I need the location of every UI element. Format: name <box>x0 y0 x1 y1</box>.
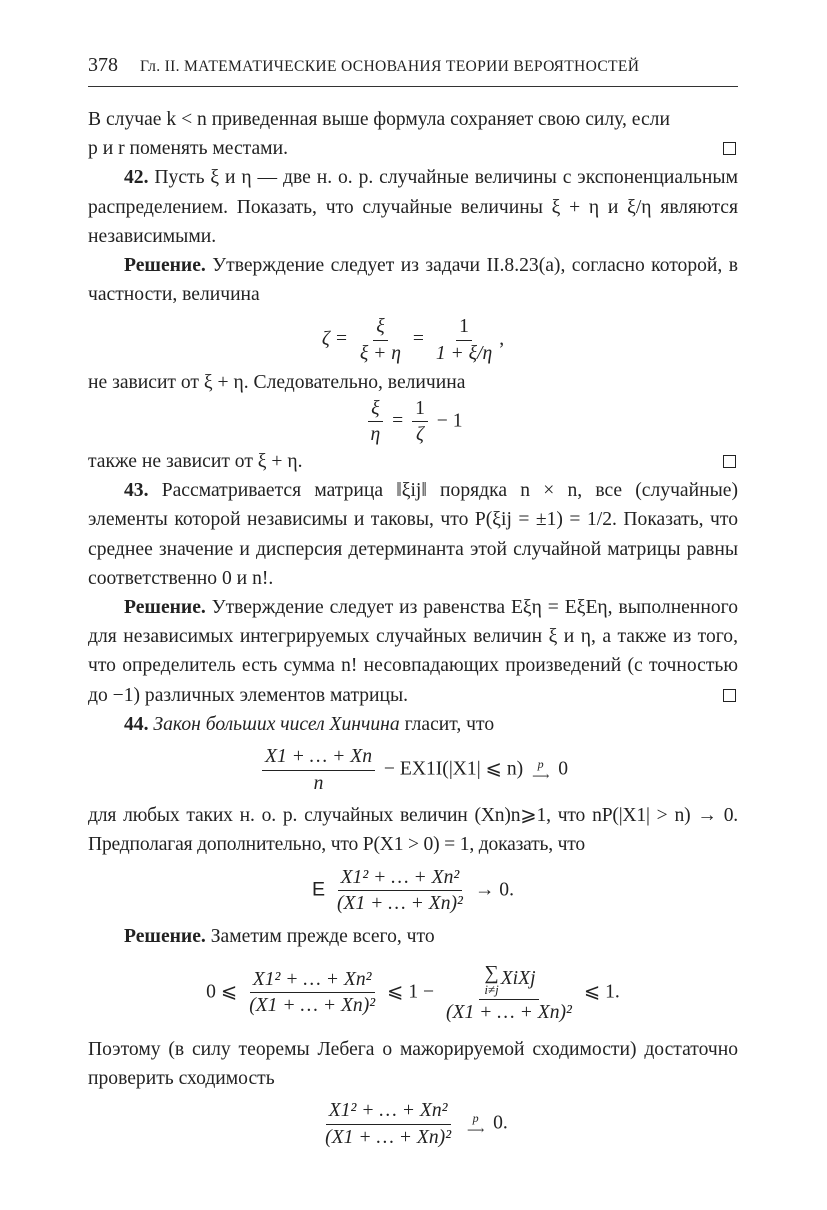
after-eq1: для любых таких н. о. р. случайных величин (Xn)n⩾1, что nP(|X1| > n) → 0. Предполагая дополнительно, что P(X1 > 0) = 1, доказать, что <box>88 805 738 856</box>
numerator: ξ <box>373 317 387 341</box>
problem-43-solution <box>88 593 738 710</box>
denominator: (X1 + … + Xn)² <box>325 1126 452 1148</box>
fraction <box>322 1101 454 1147</box>
eq-tail: 0. <box>493 1112 508 1134</box>
fraction <box>443 963 575 1023</box>
problem-44-number: 44. <box>124 713 149 735</box>
fraction <box>334 868 466 914</box>
page-number: 378 <box>88 54 118 76</box>
numerator: 1 <box>412 399 428 423</box>
problem-42-solution <box>88 251 738 309</box>
solution-label: Решение. <box>124 925 206 947</box>
denominator: (X1 + … + Xn)² <box>249 995 376 1017</box>
page-header <box>88 54 738 87</box>
expectation-symbol: E <box>312 878 326 901</box>
problem-43-text: Рассматривается матрица ‖ξij‖ порядка n × n, все (случайные) элементы которой независимы и таковы, что P(ξij = ±1) = 1/2. Показать, что среднее значение и дисперсия детерминанта этой случайной матрицы равны соответственно 0 и n!. <box>88 480 738 589</box>
qed-icon <box>723 142 736 155</box>
arrow-icon: ⟶ <box>532 769 550 784</box>
eq-tail: → 0. <box>474 879 514 901</box>
problem-42 <box>88 163 738 251</box>
convergence-arrow <box>467 1112 484 1136</box>
intro-paragraph <box>88 105 738 163</box>
equation-bound <box>88 963 738 1023</box>
fraction <box>433 317 495 363</box>
end-text: также не зависит от ξ + η. <box>88 451 303 472</box>
numerator <box>479 963 538 1000</box>
numerator: 1 <box>456 317 472 341</box>
end-text-42 <box>88 447 738 476</box>
arrow-icon: ⟶ <box>467 1123 485 1138</box>
qed-icon <box>723 689 736 702</box>
denominator: (X1 + … + Xn)² <box>445 1002 572 1024</box>
solution-text: Утверждение следует из задачи II.8.23(а), согласно которой, в частности, величина <box>88 255 738 306</box>
equation-ratio <box>88 399 738 445</box>
fraction <box>357 317 404 363</box>
problem-43-number: 43. <box>124 480 149 502</box>
denominator: n <box>313 772 324 794</box>
comma: , <box>499 329 505 351</box>
convergence-arrow <box>532 758 549 782</box>
arrow-label: p <box>472 1111 479 1126</box>
numerator: X1² + … + Xn² <box>250 970 375 994</box>
problem-43 <box>88 476 738 593</box>
problem-44-title-rest: гласит, что <box>399 713 495 735</box>
eq-tail: − 1 <box>436 410 463 432</box>
denominator: ζ <box>416 424 424 446</box>
fraction <box>246 970 378 1016</box>
problem-44-title: Закон больших чисел Хинчина <box>153 713 400 735</box>
sum-term: XiXj <box>500 968 536 990</box>
running-head: Гл. II. МАТЕМАТИЧЕСКИЕ ОСНОВАНИЯ ТЕОРИИ ВЕРОЯТНОСТЕЙ <box>140 58 640 75</box>
sum-index: i≠j <box>484 982 499 998</box>
fraction <box>262 747 375 793</box>
eq-lhs: ζ = <box>321 329 348 351</box>
problem-44-solution <box>88 922 738 951</box>
fraction <box>412 399 428 445</box>
equation-khinchin <box>88 747 738 793</box>
equation-convergence <box>88 1101 738 1147</box>
denominator: η <box>370 424 381 446</box>
equals-sign: = <box>412 329 424 351</box>
final-text: Поэтому (в силу теоремы Лебега о мажорируемой сходимости) достаточно проверить сходимость <box>88 1038 738 1089</box>
numerator: ξ <box>368 399 382 423</box>
eq-target: 0 <box>558 758 568 780</box>
intro-line-2: p и r поменять местами. <box>88 138 288 160</box>
solution-text: Утверждение следует из равенства Eξη = EξEη, выполненного для независимых интегрируемых случайных величин ξ и η, а также из того, что определитель есть сумма n! несовпадающих произведений (с точностью до −1) различных элементов матрицы. <box>88 597 738 706</box>
denominator: (X1 + … + Xn)² <box>336 893 463 915</box>
eq-tail: ⩽ 1. <box>583 981 620 1003</box>
solution-label: Решение. <box>124 597 206 619</box>
sum-sign: ∑ <box>484 962 499 985</box>
denominator: ξ + η <box>359 343 401 365</box>
equation-expectation <box>88 868 738 914</box>
intro-line-1: В случае k < n приведенная выше формула сохраняет свою силу, если <box>88 109 670 130</box>
eq-lhs: 0 ⩽ <box>206 981 238 1003</box>
equals-sign: = <box>392 410 404 432</box>
numerator: X1 + … + Xn <box>262 747 375 771</box>
arrow-label: p <box>537 757 544 772</box>
numerator: X1² + … + Xn² <box>338 868 463 892</box>
fraction <box>367 399 383 445</box>
eq-mid: ⩽ 1 − <box>387 981 435 1003</box>
denominator: 1 + ξ/η <box>435 343 493 365</box>
equation-zeta <box>88 317 738 363</box>
problem-42-number: 42. <box>124 167 149 189</box>
qed-icon <box>723 455 736 468</box>
eq-rest: − EX1I(|X1| ⩽ n) <box>383 758 524 780</box>
problem-42-text: Пусть ξ и η — две н. о. р. случайные величины с экспоненциальным распределением. Показать, что случайные величины ξ + η и ξ/η являются независимыми. <box>88 167 738 247</box>
solution-text: Заметим прежде всего, что <box>210 925 435 947</box>
sum-symbol <box>484 963 498 996</box>
page <box>88 54 738 1155</box>
numerator: X1² + … + Xn² <box>326 1101 451 1125</box>
problem-44 <box>88 710 738 739</box>
mid-text: не зависит от ξ + η. Следовательно, величина <box>88 371 466 393</box>
solution-label: Решение. <box>124 255 206 277</box>
